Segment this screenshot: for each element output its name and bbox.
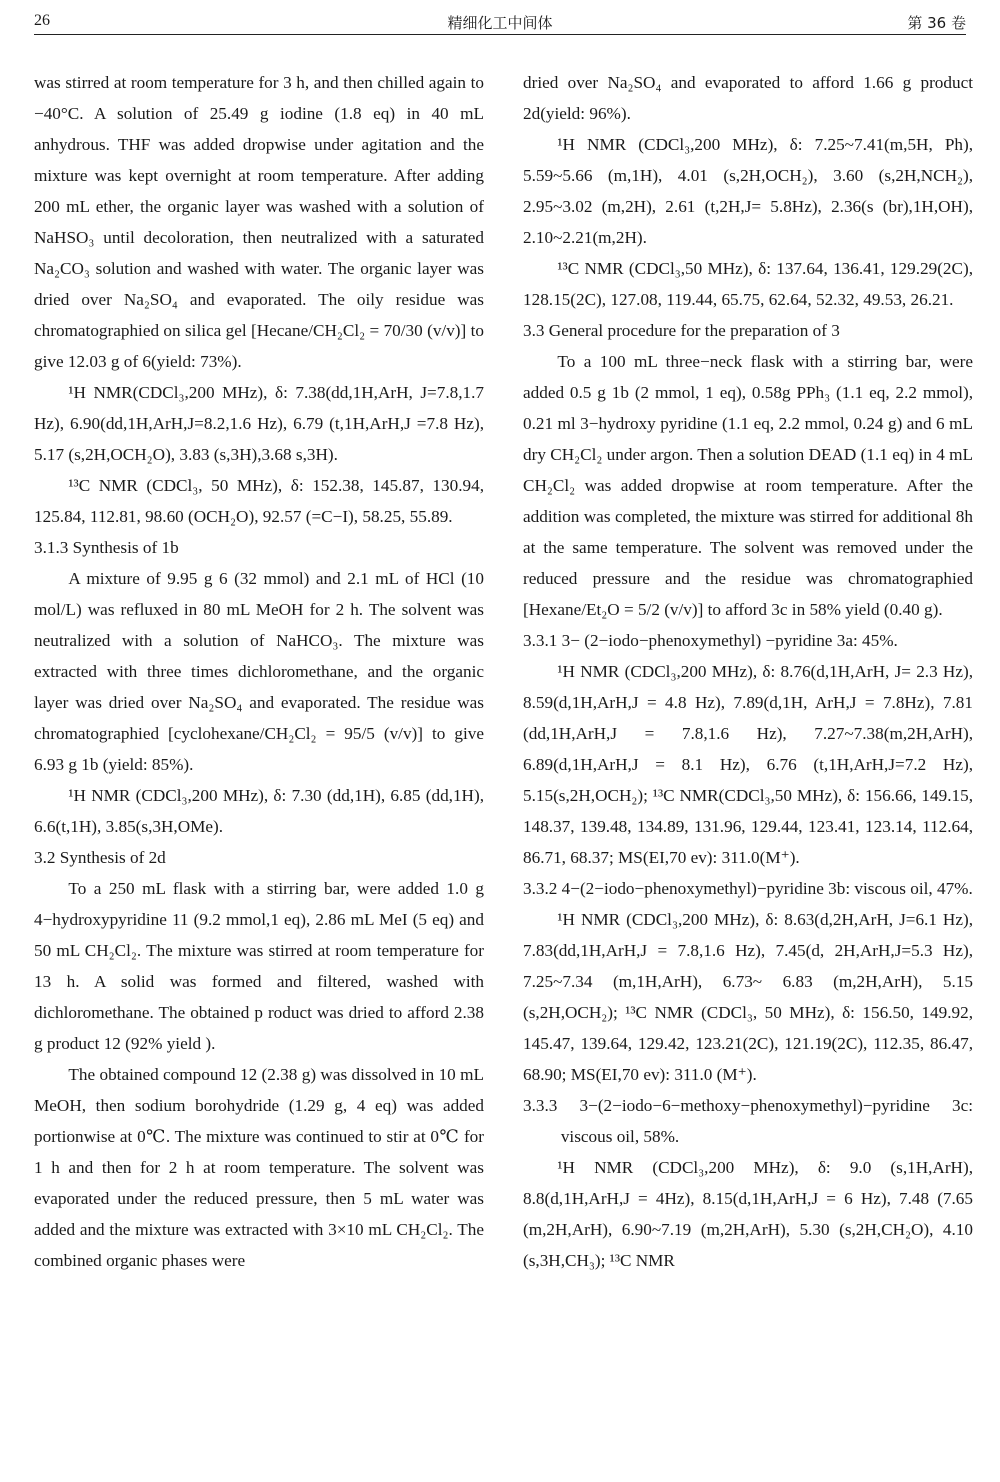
section-heading: 3.1.3 Synthesis of 1b: [34, 538, 179, 557]
nmr-paragraph: ¹H NMR (CDCl₃,200 MHz), δ: 8.76(d,1H,ArH, J= 2.3 Hz), 8.59(d,1H,ArH,J = 4.8 Hz), 7.89(d,1H, ArH,J = 7.8Hz), 7.81 (dd,1H,ArH,J = 7.8,1.6 Hz), 7.27~7.38(m,2H,ArH), 6.89(d,1H,ArH,J = 8.1 Hz), 6.76 (t,1H,ArH,J=7.2 Hz), 5.15(s,2H,OCH₂); ¹³C NMR(CDCl₃,50 MHz), δ: 156.66, 149.15, 148.37, 139.48, 134.89, 131.96, 129.44, 123.41, 123.14, 112.64, 86.71, 68.37; MS(EI,70 ev): 311.0(M⁺).: [523, 662, 973, 867]
nmr-paragraph: ¹³C NMR (CDCl₃, 50 MHz), δ: 152.38, 145.87, 130.94, 125.84, 112.81, 98.60 (OCH₂O), 92.57 (=C−I), 58.25, 55.89.: [34, 476, 484, 526]
nmr-paragraph: ¹H NMR (CDCl₃,200 MHz), δ: 9.0 (s,1H,ArH), 8.8(d,1H,ArH,J = 4Hz), 8.15(d,1H,ArH,J = 6 Hz), 7.48 (7.65 (m,2H,ArH), 6.90~7.19 (m,2H,ArH), 5.30 (s,2H,CH₂O), 4.10 (s,3H,CH₃); ¹³C NMR: [523, 1158, 973, 1270]
nmr-paragraph: ¹H NMR (CDCl₃,200 MHz), δ: 7.25~7.41(m,5H, Ph), 5.59~5.66 (m,1H), 4.01 (s,2H,OCH₂), 3.60 (s,2H,NCH₂), 2.95~3.02 (m,2H), 2.61 (t,2H,J= 5.8Hz), 2.36(s (br),1H,OH), 2.10~2.21(m,2H).: [523, 135, 973, 247]
nmr-paragraph: ¹H NMR(CDCl₃,200 MHz), δ: 7.38(dd,1H,ArH, J=7.8,1.7 Hz), 6.90(dd,1H,ArH,J=8.2,1.6 Hz), 6.79 (t,1H,ArH,J =7.8 Hz), 5.17 (s,2H,OCH₂O), 3.83 (s,3H),3.68 s,3H).: [34, 383, 484, 464]
journal-title: 精细化工中间体: [447, 14, 553, 32]
section-heading: 3.3.1 3− (2−iodo−phenoxymethyl) −pyridine 3a: 45%.: [523, 631, 898, 650]
paragraph: To a 100 mL three−neck flask with a stirring bar, were added 0.5 g 1b (2 mmol, 1 eq), 0.58g PPh₃ (1.1 eq, 2.2 mmol), 0.21 ml 3−hydroxy pyridine (1.1 eq, 2.2 mmol, 0.24 g) and 6 mL dry CH₂Cl₂ under argon. Then a solution DEAD (1.1 eq) in 4 mL CH₂Cl₂ was added dropwise at room temperature. After the addition was completed, the mixture was stirred for additional 8h at the same temperature. The solvent was removed under the reduced pressure and the residue was chromatographied [Hexane/Et₂O = 5/2 (v/v)] to afford 3c in 58% yield (0.40 g).: [523, 352, 973, 619]
left-column: [34, 67, 484, 1276]
nmr-paragraph: ¹³C NMR (CDCl₃,50 MHz), δ: 137.64, 136.41, 129.29(2C), 128.15(2C), 127.08, 119.44, 65.75, 62.64, 52.32, 49.53, 26.21.: [523, 259, 973, 309]
paragraph: To a 250 mL flask with a stirring bar, were added 1.0 g 4−hydroxypyridine 11 (9.2 mmol,1 eq), 2.86 mL MeI (5 eq) and 50 mL CH₂Cl₂. The mixture was stirred at room temperature for 13 h. A solid was formed and filtered, washed with dichloromethane. The obtained p roduct was dried to afford 2.38 g product 12 (92% yield ).: [34, 879, 484, 1053]
paragraph: The obtained compound 12 (2.38 g) was dissolved in 10 mL MeOH, then sodium borohydride (1.29 g, 4 eq) was added portionwise at 0℃. The mixture was continued to stir at 0℃ for 1 h and then for 2 h at room temperature. The solvent was evaporated under the reduced pressure, then 5 mL water was added and the mixture was extracted with 3×10 mL CH₂Cl₂. The combined organic phases were: [34, 1065, 484, 1270]
section-heading: 3.3 General procedure for the preparation of 3: [523, 321, 840, 340]
section-heading: 3.3.2 4−(2−iodo−phenoxymethyl)−pyridine 3b: viscous oil, 47%.: [523, 879, 973, 898]
section-heading: 3.3.3 3−(2−iodo−6−methoxy−phenoxymethyl)−pyridine 3c: viscous oil, 58%.: [523, 1096, 973, 1146]
nmr-paragraph: ¹H NMR (CDCl₃,200 MHz), δ: 8.63(d,2H,ArH, J=6.1 Hz), 7.83(dd,1H,ArH,J = 7.8,1.6 Hz), 7.45(d, 2H,ArH,J=5.3 Hz), 7.25~7.34 (m,1H,ArH), 6.73~ 6.83 (m,2H,ArH), 5.15 (s,2H,OCH₂); ¹³C NMR (CDCl₃, 50 MHz), δ: 156.50, 149.92, 145.47, 139.64, 129.42, 123.21(2C), 121.19(2C), 112.35, 86.47, 68.90; MS(EI,70 ev): 311.0 (M⁺).: [523, 910, 973, 1084]
paragraph: dried over Na₂SO₄ and evaporated to afford 1.66 g product 2d(yield: 96%).: [523, 73, 973, 123]
section-heading: 3.2 Synthesis of 2d: [34, 848, 166, 867]
paragraph: was stirred at room temperature for 3 h, and then chilled again to −40°C. A solution of 25.49 g iodine (1.8 eq) in 40 mL anhydrous. THF was added dropwise under agitation and the mixture was kept overnight at room temperature. After adding 200 mL ether, the organic layer was washed with a solution of NaHSO₃ until decoloration, then neutralized with a saturated Na₂CO₃ solution and washed with water. The organic layer was dried over Na₂SO₄ and evaporated. The oily residue was chromatographied on silica gel [Hecane/CH₂Cl₂ = 70/30 (v/v)] to give 12.03 g of 6(yield: 73%).: [34, 73, 484, 371]
nmr-paragraph: ¹H NMR (CDCl₃,200 MHz), δ: 7.30 (dd,1H), 6.85 (dd,1H), 6.6(t,1H), 3.85(s,3H,OMe).: [34, 786, 484, 836]
page-header: [34, 8, 966, 35]
volume-label: 第 36 卷: [907, 14, 966, 32]
page-number: 26: [34, 12, 50, 29]
right-column: [523, 67, 973, 1276]
paragraph: A mixture of 9.95 g 6 (32 mmol) and 2.1 mL of HCl (10 mol/L) was refluxed in 80 mL MeOH for 2 h. The solvent was neutralized with a solution of NaHCO₃. The mixture was extracted with three times dichloromethane, and the organic layer was dried over Na₂SO₄ and evaporated. The residue was chromatographied [cyclohexane/CH₂Cl₂ = 95/5 (v/v)] to give 6.93 g 1b (yield: 85%).: [34, 569, 484, 774]
